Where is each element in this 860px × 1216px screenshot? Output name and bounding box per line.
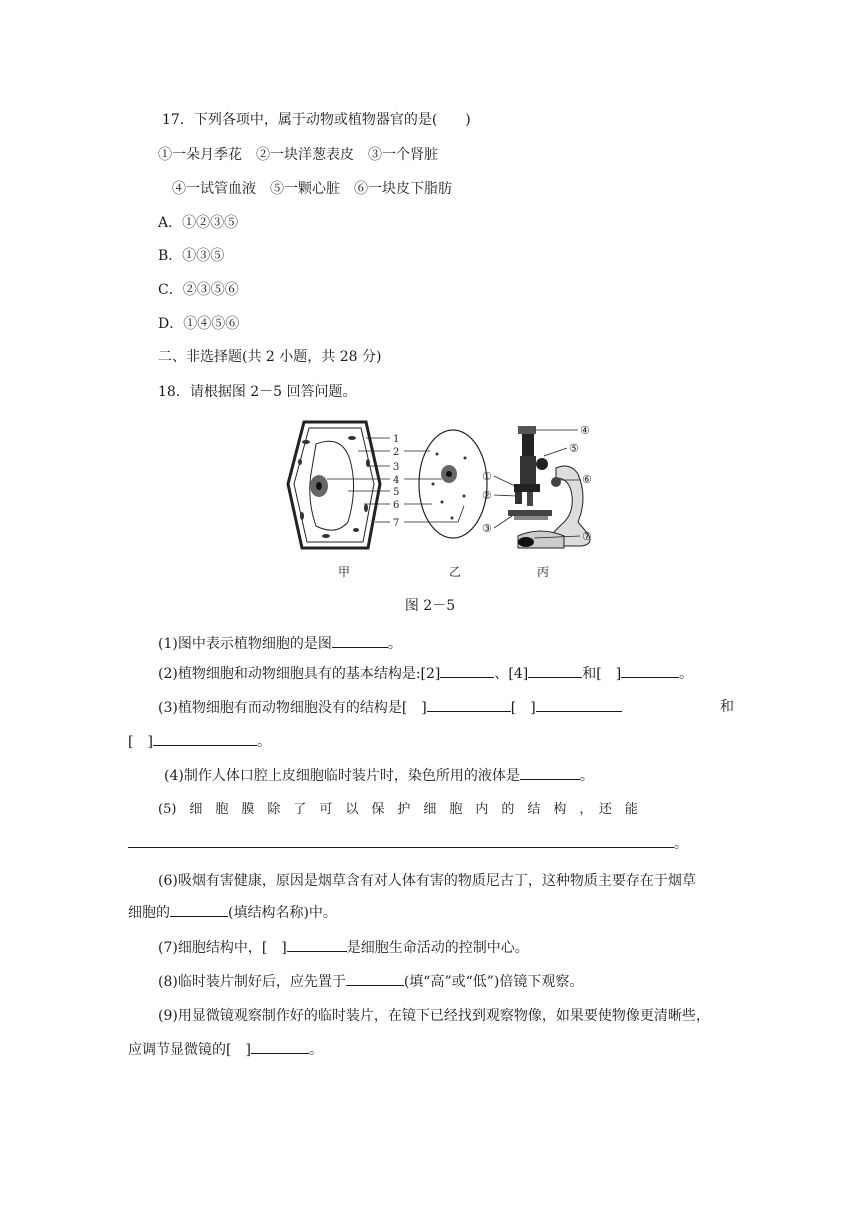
answer-blank-3c[interactable] xyxy=(153,731,257,746)
q18-part2 xyxy=(158,663,693,684)
q18-part6-c: (填结构名称)中。 xyxy=(228,905,337,921)
answer-blank-2a[interactable] xyxy=(440,663,494,678)
q18-part2-b: 、[4] xyxy=(494,666,529,682)
q17-option-c: C．②③⑤⑥ xyxy=(158,282,239,298)
q18-part5-cont xyxy=(128,833,688,854)
figure-2-5 xyxy=(282,418,608,586)
animal-cell-diagram xyxy=(404,430,487,538)
answer-blank-1[interactable] xyxy=(332,633,388,648)
caption-animal-cell: 乙 xyxy=(449,565,462,579)
q18-part3-cont xyxy=(128,731,271,752)
q18-part3-d: [ ] xyxy=(128,734,153,750)
q18-part9-b: 应调节显微镜的[ ] xyxy=(128,1042,251,1058)
q17-stem: 17．下列各项中，属于动物或植物器官的是( ) xyxy=(162,112,471,128)
q18-part3-end: 。 xyxy=(256,734,271,750)
scope-label-6: ⑥ xyxy=(582,473,592,486)
q17-option-b: B．①③⑤ xyxy=(158,248,225,264)
q18-part3-and: 和 xyxy=(720,699,734,715)
q18-part8-b: (填“高”或“低”)倍镜下观察。 xyxy=(403,974,584,990)
q17-option-a: A．①②③⑤ xyxy=(158,215,239,231)
cell-label-7: 7 xyxy=(393,518,400,529)
scope-label-1: ① xyxy=(482,470,492,483)
plant-cell-diagram xyxy=(288,422,390,548)
q18-part5: (5) 细 胞 膜 除 了 可 以 保 护 细 胞 内 的 结 构 ， 还 能 xyxy=(158,802,638,817)
q18-part3-a: (3)植物细胞有而动物细胞没有的结构是[ ] xyxy=(158,700,427,716)
cell-label-2: 2 xyxy=(393,447,400,458)
q18-part7-a: (7)细胞结构中，[ ] xyxy=(158,940,287,956)
answer-blank-7[interactable] xyxy=(287,937,347,952)
scope-label-7: ⑦ xyxy=(582,530,592,543)
q18-part2-a: (2)植物细胞和动物细胞具有的基本结构是:[2] xyxy=(158,666,441,682)
answer-blank-8[interactable] xyxy=(346,971,404,986)
q18-part8-a: (8)临时装片制好后，应先置于 xyxy=(158,974,346,990)
answer-blank-3b[interactable] xyxy=(536,697,622,712)
q18-part9: (9)用显微镜观察制作好的临时装片，在镜下已经找到观察物像，如果要使物像更清晰些， xyxy=(158,1008,710,1024)
scope-label-5: ⑤ xyxy=(569,442,579,455)
cell-label-1: 1 xyxy=(393,434,400,445)
q18-part7-b: 是细胞生命活动的控制中心。 xyxy=(346,940,529,956)
q18-part4-end: 。 xyxy=(579,768,594,784)
q18-part7 xyxy=(158,937,529,958)
q18-part2-end: 。 xyxy=(679,666,694,682)
q18-part1-end: 。 xyxy=(387,636,402,652)
answer-blank-9[interactable] xyxy=(251,1039,309,1054)
q18-part3-b: [ ] xyxy=(510,700,536,716)
scope-label-4: ④ xyxy=(580,424,590,437)
q18-part6-cont xyxy=(128,902,337,923)
scope-label-3: ③ xyxy=(482,522,492,535)
q18-part3 xyxy=(158,697,622,718)
answer-blank-6[interactable] xyxy=(170,902,228,917)
answer-blank-4[interactable] xyxy=(520,765,580,780)
q18-part5-end: 。 xyxy=(674,836,688,852)
q18-stem: 18．请根据图 2－5 回答问题。 xyxy=(158,384,357,400)
q18-part9-cont xyxy=(128,1039,323,1060)
q17-items-row1: ①一朵月季花 ②一块洋葱表皮 ③一个肾脏 xyxy=(158,147,438,163)
q18-part1-text: (1)图中表示植物细胞的是图 xyxy=(158,636,332,652)
answer-blank-3a[interactable] xyxy=(427,697,511,712)
q18-part4-text: (4)制作人体口腔上皮细胞临时装片时，染色所用的液体是 xyxy=(164,768,520,784)
q18-part9-end: 。 xyxy=(308,1042,323,1058)
figure-caption: 图 2－5 xyxy=(404,598,456,614)
q17-items-row2: ④一试管血液 ⑤一颗心脏 ⑥一块皮下脂肪 xyxy=(172,181,452,197)
cell-label-4: 4 xyxy=(393,475,400,486)
scope-label-2: ② xyxy=(482,489,492,502)
caption-microscope: 丙 xyxy=(537,565,550,579)
q18-part6-b: 细胞的 xyxy=(128,905,170,921)
q18-part8 xyxy=(158,971,583,992)
caption-plant-cell: 甲 xyxy=(338,565,351,579)
q18-part2-c: 和[ ] xyxy=(582,666,622,682)
section2-title: 二、非选择题(共 2 小题，共 28 分) xyxy=(158,349,382,365)
cell-label-5: 5 xyxy=(393,487,400,498)
cell-label-3: 3 xyxy=(393,462,400,473)
q18-part6: (6)吸烟有害健康，原因是烟草含有对人体有害的物质尼古丁，这种物质主要存在于烟草 xyxy=(158,873,696,889)
cell-label-6: 6 xyxy=(393,500,400,511)
q18-part1 xyxy=(158,633,402,654)
q18-part4 xyxy=(164,765,594,786)
answer-blank-2b[interactable] xyxy=(528,663,582,678)
answer-blank-5[interactable] xyxy=(128,833,674,848)
answer-blank-2c[interactable] xyxy=(621,663,679,678)
q17-option-d: D．①④⑤⑥ xyxy=(158,316,240,332)
